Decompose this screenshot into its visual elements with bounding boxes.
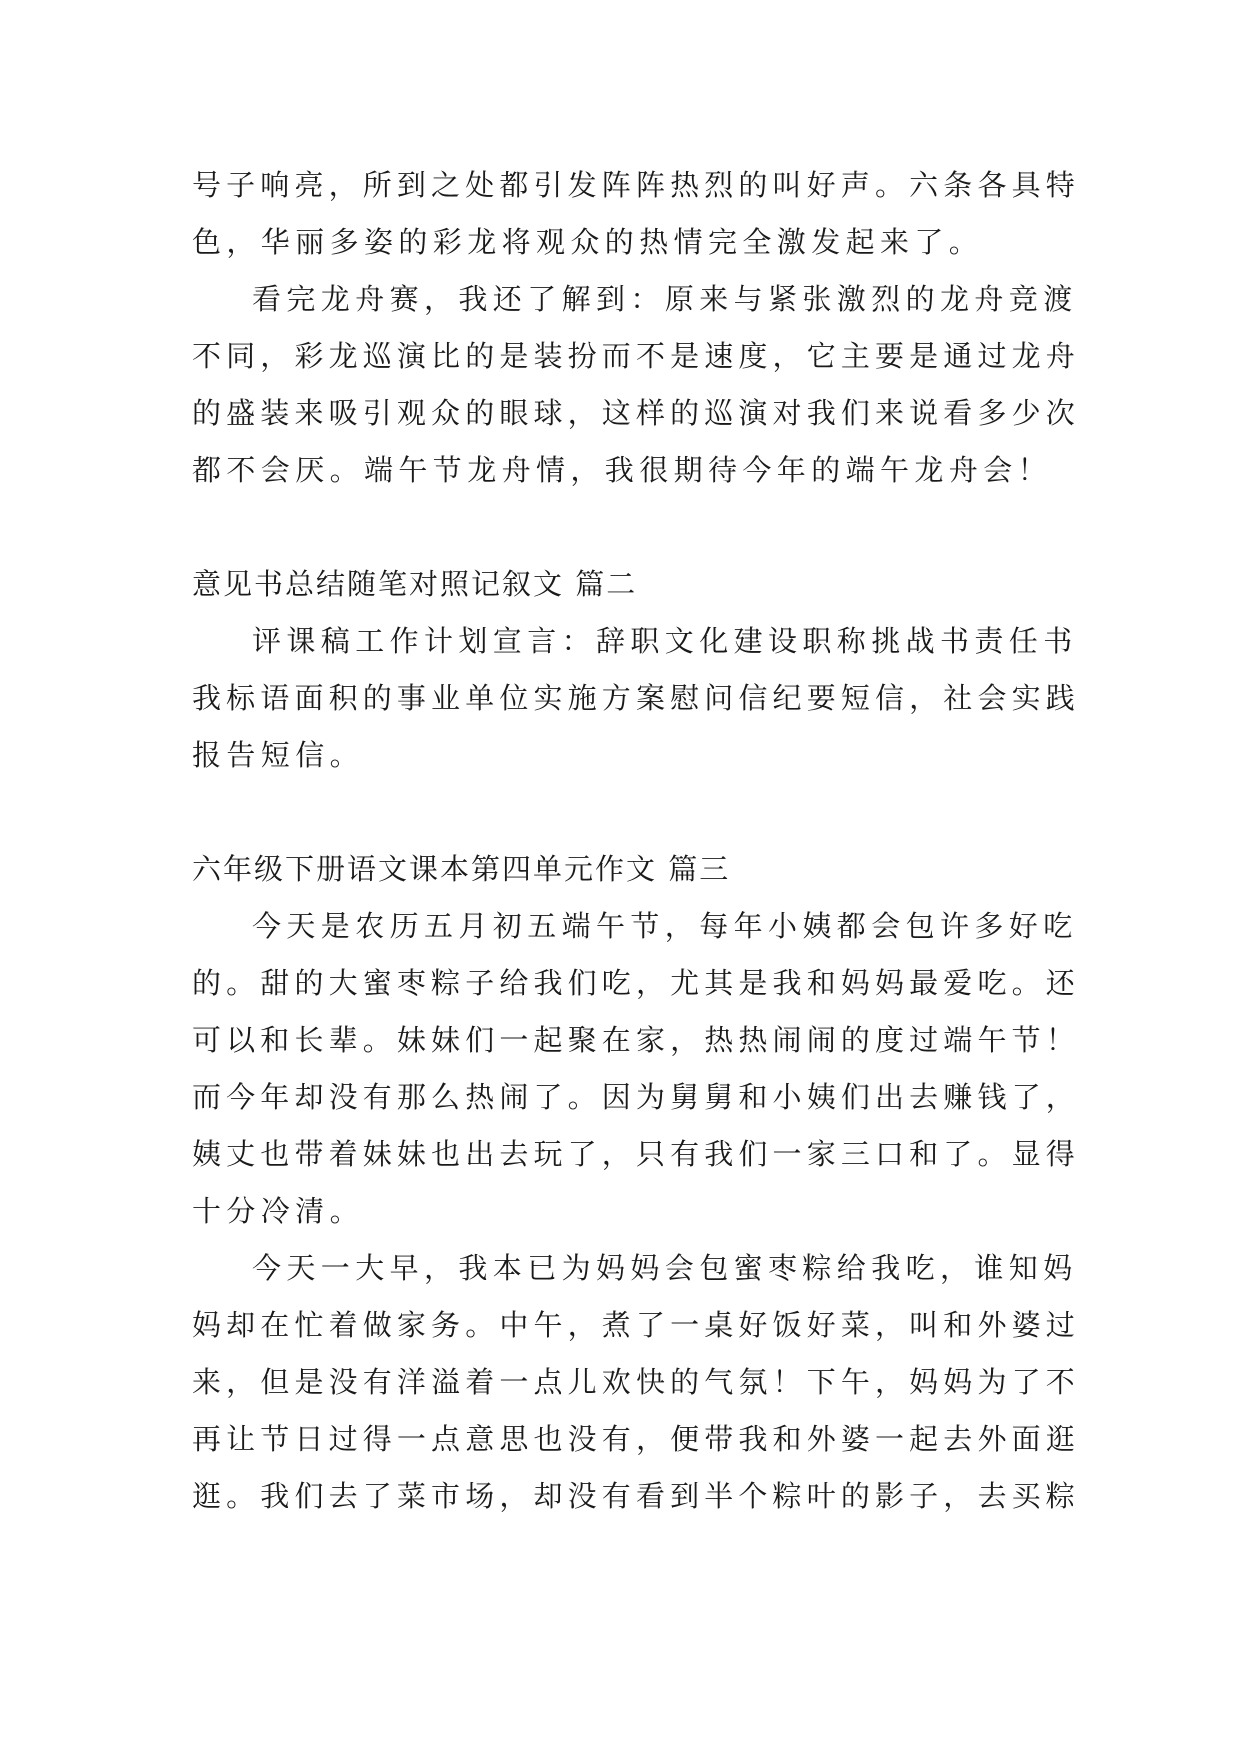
text-line: 色，华丽多姿的彩龙将观众的热情完全激发起来了。 — [192, 225, 984, 259]
text-line: 姨丈也带着妹妹也出去玩了，只有我们一家三口和了。显得 — [192, 1137, 1080, 1171]
text-line: 十分冷清。 — [192, 1194, 365, 1228]
text-line: 的盛装来吸引观众的眼球，这样的巡演对我们来说看多少次 — [192, 396, 1080, 430]
text-line: 不同，彩龙巡演比的是装扮而不是速度，它主要是通过龙舟 — [192, 339, 1080, 373]
text-line: 再让节日过得一点意思也没有，便带我和外婆一起去外面逛 — [192, 1422, 1080, 1456]
text-line: 都不会厌。端午节龙舟情，我很期待今年的端午龙舟会！ — [192, 453, 1053, 487]
text-line: 看完龙舟赛，我还了解到：原来与紧张激烈的龙舟竞渡 — [252, 282, 1078, 316]
text-line: 而今年却没有那么热闹了。因为舅舅和小姨们出去赚钱了， — [192, 1080, 1080, 1114]
section-heading: 意见书总结随笔对照记叙文 篇二 — [192, 567, 638, 601]
text-line: 可以和长辈。妹妹们一起聚在家，热热闹闹的度过端午节！ — [192, 1023, 1080, 1057]
text-line: 号子响亮，所到之处都引发阵阵热烈的叫好声。六条各具特 — [192, 168, 1080, 202]
text-line: 报告短信。 — [192, 738, 365, 772]
section-heading: 六年级下册语文课本第四单元作文 篇三 — [192, 852, 731, 886]
text-line: 的。甜的大蜜枣粽子给我们吃，尤其是我和妈妈最爱吃。还 — [192, 966, 1080, 1000]
text-line: 评课稿工作计划宣言：辞职文化建设职称挑战书责任书 — [252, 624, 1078, 658]
text-line: 今天是农历五月初五端午节，每年小姨都会包许多好吃 — [252, 909, 1078, 943]
text-line: 来，但是没有洋溢着一点儿欢快的气氛！下午，妈妈为了不 — [192, 1365, 1080, 1399]
text-line: 今天一大早，我本已为妈妈会包蜜枣粽给我吃，谁知妈 — [252, 1251, 1078, 1285]
text-line: 逛。我们去了菜市场，却没有看到半个粽叶的影子，去买粽 — [192, 1479, 1080, 1513]
text-line: 我标语面积的事业单位实施方案慰问信纪要短信，社会实践 — [192, 681, 1080, 715]
text-line: 妈却在忙着做家务。中午，煮了一桌好饭好菜，叫和外婆过 — [192, 1308, 1080, 1342]
